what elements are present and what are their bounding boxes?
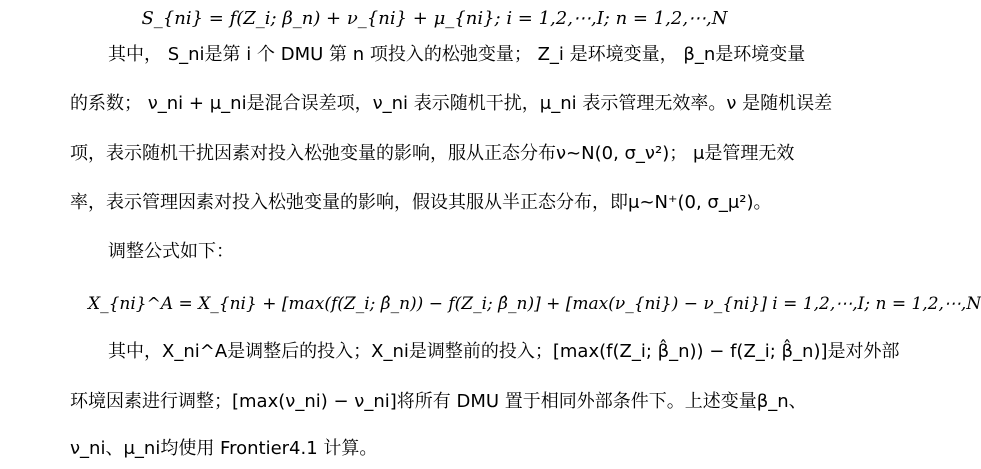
equation-slack: S_{ni} = f(Z_i; β_n) + ν_{ni} + μ_{ni}; i = 1,2,⋯,I; n = 1,2,⋯,N <box>141 8 728 29</box>
paragraph-1-line-3: 项，表示随机干扰因素对投入松弛变量的影响，服从正态分布ν~N(0, σ_ν²)； μ是管理无效 <box>70 143 795 164</box>
equation-adjustment: X_{ni}^A = X_{ni} + [max(f(Z_i; β̂_n)) − f(Z_i; β̂_n)] + [max(ν_{ni}) − ν_{ni}] i = 1,2,⋯,I; n = 1,2,⋯,N <box>88 294 981 314</box>
paragraph-1-line-1: 其中， S_ni是第 i 个 DMU 第 n 项投入的松弛变量； Z_i 是环境变量， β_n是环境变量 <box>108 44 806 65</box>
paragraph-2: 调整公式如下： <box>108 241 234 262</box>
paragraph-3-line-3: ν_ni、μ_ni均使用 Frontier4.1 计算。 <box>70 438 378 459</box>
paragraph-1-line-4: 率，表示管理因素对投入松弛变量的影响，假设其服从半正态分布，即μ~N⁺(0, σ_μ²)。 <box>70 192 772 213</box>
paragraph-3-line-2: 环境因素进行调整；[max(ν_ni) − ν_ni]将所有 DMU 置于相同外部条件下。上述变量β_n、 <box>70 391 807 412</box>
paragraph-1-line-2: 的系数； ν_ni + μ_ni是混合误差项，ν_ni 表示随机干扰，μ_ni 表示管理无效率。ν 是随机误差 <box>70 93 833 114</box>
paragraph-3-line-1: 其中，X_ni^A是调整后的投入；X_ni是调整前的投入；[max(f(Z_i; β̂_n)) − f(Z_i; β̂_n)]是对外部 <box>108 341 900 362</box>
